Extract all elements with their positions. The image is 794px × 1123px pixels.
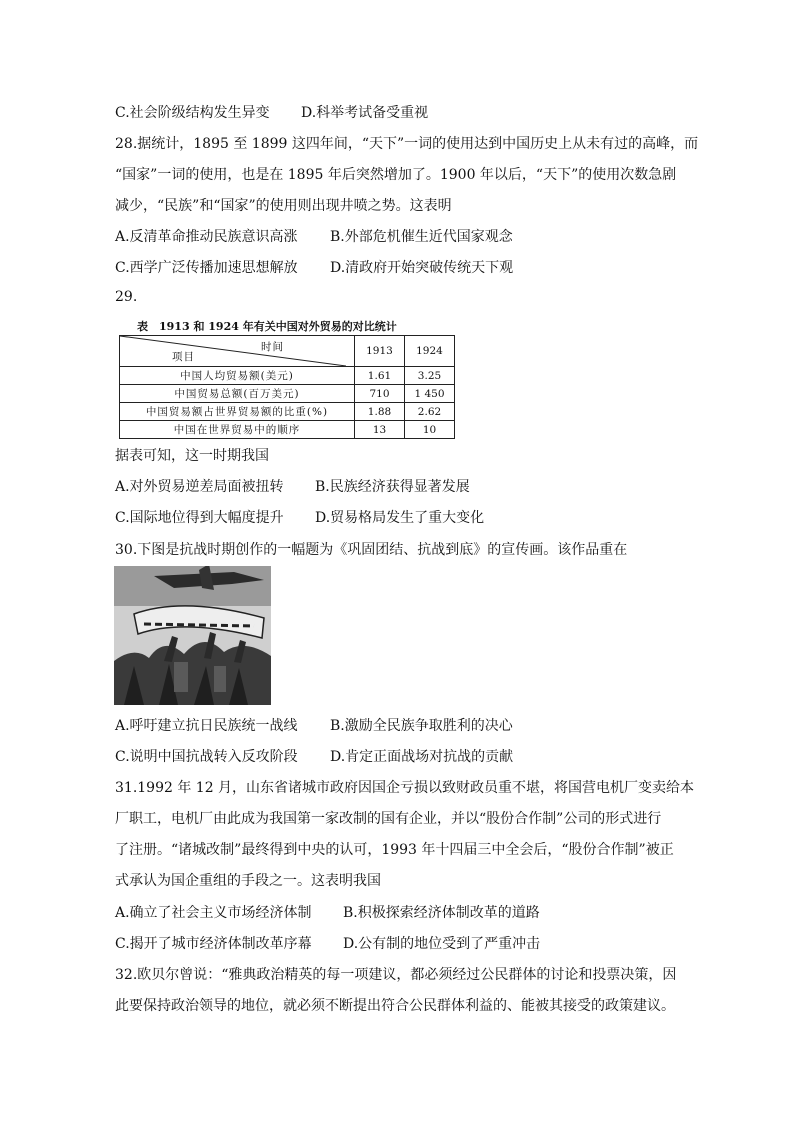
- q32-stem-line1: 32.欧贝尔曾说：“雅典政治精英的每一项建议，都必须经过公民群体的讨论和投票决策，因: [115, 967, 677, 983]
- header-time: 时间: [261, 341, 284, 353]
- q30-stem: 30.下图是抗战时期创作的一幅题为《巩固团结、抗战到底》的宣传画。该作品重在: [115, 542, 628, 558]
- trade-statistics-table: [119, 335, 455, 439]
- q29-stem: 据表可知，这一时期我国: [115, 448, 269, 464]
- q28-stem-line2: “国家”一词的使用，也是在 1895 年后突然增加了。1900 年以后，“天下”的使用次数急剧: [115, 167, 677, 183]
- q28-option-a: A.反清革命推动民族意识高涨: [115, 229, 298, 245]
- row-1913: 1.88: [355, 403, 405, 421]
- row-1924: 3.25: [405, 367, 455, 385]
- row-1913: 1.61: [355, 367, 405, 385]
- q28-stem-line1: 28.据统计，1895 至 1899 这四年间，“天下”一词的使用达到中国历史上从未有过的高峰，而: [115, 136, 699, 152]
- q31-stem-line3: 了注册。“诸城改制”最终得到中央的认可，1993 年十四届三中全会后，“股份合作制”被正: [115, 842, 674, 858]
- header-1924: 1924: [405, 336, 455, 367]
- propaganda-poster-image: [114, 566, 271, 705]
- q29-option-b: B.民族经济获得显著发展: [315, 479, 470, 495]
- q29-number: 29.: [115, 289, 138, 305]
- table-row: [120, 421, 455, 439]
- row-item: 中国贸易总额(百万美元): [120, 385, 355, 403]
- table-row: [120, 367, 455, 385]
- q29-option-c: C.国际地位得到大幅度提升: [115, 510, 284, 526]
- q31-stem-line2: 厂职工，电机厂由此成为我国第一家改制的国有企业，并以“股份合作制”公司的形式进行: [115, 811, 662, 827]
- q29-option-d: D.贸易格局发生了重大变化: [315, 510, 485, 526]
- row-item: 中国人均贸易额(美元): [120, 367, 355, 385]
- q29-table-caption: 表 1913 和 1924 年有关中国对外贸易的对比统计: [137, 320, 397, 333]
- q30-option-a: A.呼吁建立抗日民族统一战线: [115, 718, 298, 734]
- q27-option-c: C.社会阶级结构发生异变: [115, 105, 270, 121]
- q31-option-c: C.揭开了城市经济体制改革序幕: [115, 936, 312, 952]
- table-row: [120, 403, 455, 421]
- q31-option-b: B.积极探索经济体制改革的道路: [343, 905, 540, 921]
- q31-option-a: A.确立了社会主义市场经济体制: [115, 905, 312, 921]
- table-header-row: [120, 336, 455, 367]
- q30-option-b: B.激励全民族争取胜利的决心: [330, 718, 513, 734]
- q32-stem-line2: 此要保持政治领导的地位，就必须不断提出符合公民群体利益的、能被其接受的政策建议。: [115, 998, 675, 1014]
- table-diagonal-header: [120, 336, 355, 367]
- q31-stem-line4: 式承认为国企重组的手段之一。这表明我国: [115, 873, 381, 889]
- row-1924: 1 450: [405, 385, 455, 403]
- q31-option-d: D.公有制的地位受到了严重冲击: [343, 936, 541, 952]
- q28-stem-line3: 减少，“民族”和“国家”的使用则出现井喷之势。这表明: [115, 198, 452, 214]
- q28-option-b: B.外部危机催生近代国家观念: [330, 229, 513, 245]
- q27-option-d: D.科举考试备受重视: [301, 105, 429, 121]
- header-item: 项目: [172, 351, 195, 363]
- diagonal-line: [120, 336, 346, 366]
- q31-stem-line1: 31.1992 年 12 月，山东省诸城市政府因国企亏损以致财政员重不堪，将国营电机厂变卖给本: [115, 780, 695, 796]
- table-row: [120, 385, 455, 403]
- row-1924: 10: [405, 421, 455, 439]
- row-1913: 13: [355, 421, 405, 439]
- q29-option-a: A.对外贸易逆差局面被扭转: [115, 479, 284, 495]
- row-item: 中国在世界贸易中的顺序: [120, 421, 355, 439]
- row-item: 中国贸易额占世界贸易额的比重(%): [120, 403, 355, 421]
- q30-option-c: C.说明中国抗战转入反攻阶段: [115, 749, 298, 765]
- q30-option-d: D.肯定正面战场对抗战的贡献: [330, 749, 514, 765]
- row-1913: 710: [355, 385, 405, 403]
- q28-option-d: D.清政府开始突破传统天下观: [330, 260, 514, 276]
- header-1913: 1913: [355, 336, 405, 367]
- row-1924: 2.62: [405, 403, 455, 421]
- q28-option-c: C.西学广泛传播加速思想解放: [115, 260, 298, 276]
